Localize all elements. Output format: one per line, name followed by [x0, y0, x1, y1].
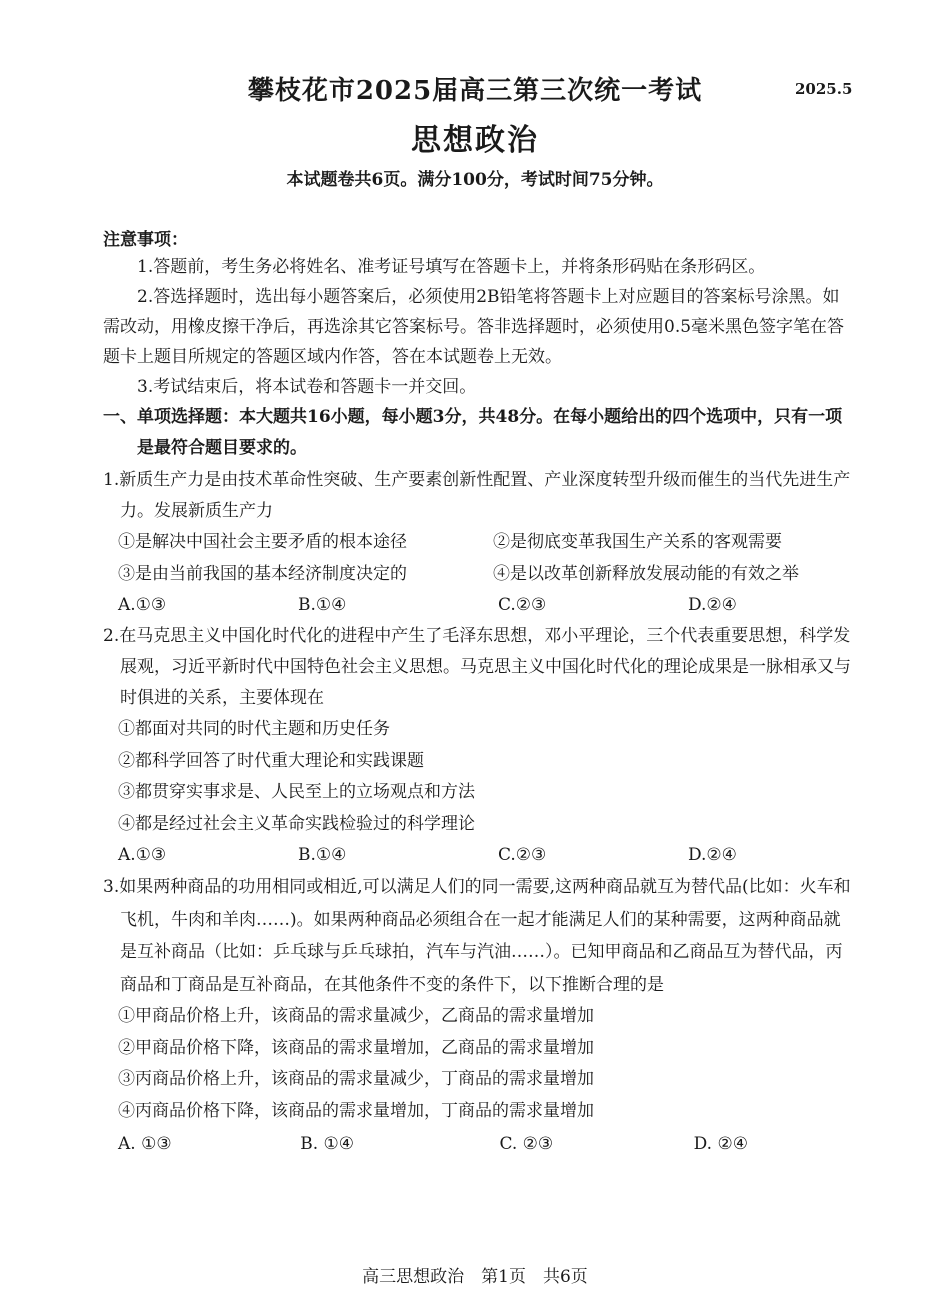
- notice-list: [103, 252, 848, 402]
- option-list: [103, 714, 853, 840]
- option-item: ②是彻底变革我国生产关系的客观需要: [493, 532, 782, 552]
- choice-c: C. ②③: [499, 1134, 554, 1154]
- choice-d: D. ②④: [693, 1134, 748, 1154]
- choice-b: B. ①④: [300, 1134, 355, 1154]
- option-item: ④都是经过社会主义革命实践检验过的科学理论: [118, 813, 475, 834]
- question-stem: 2.在马克思主义中国化时代化的进程中产生了毛泽东思想，邓小平理论，三个代表重要思想，科学发展观，习近平新时代中国特色社会主义思想。马克思主义中国化时代化的理论成果是一脉相承又与时俱进的关系，主要体现在: [103, 626, 851, 708]
- notice-item: 2.答选择题时，选出每小题答案后，必须使用2B铅笔将答题卡上对应题目的答案标号涂黑。如需改动，用橡皮擦干净后，再选涂其它答案标号。答非选择题时，必须使用0.5毫米黑色签字笔在答题卡上题目所规定的答题区域内作答，答在本试题卷上无效。: [103, 287, 845, 367]
- question-stem: 1.新质生产力是由技术革命性突破、生产要素创新性配置、产业深度转型升级而催生的当代先进生产力。发展新质生产力: [103, 470, 851, 521]
- option-list: [103, 1001, 853, 1127]
- option-item: ④是以改革创新释放发展动能的有效之举: [493, 563, 799, 584]
- subject-title: 思想政治: [411, 123, 539, 158]
- option-item: ①都面对共同的时代主题和历史任务: [118, 719, 390, 739]
- notice-item: 3.考试结束后，将本试卷和答题卡一并交回。: [137, 377, 477, 397]
- choice-a: A.①③: [118, 595, 167, 615]
- question-1: [103, 465, 853, 621]
- exam-date: 2025.5: [795, 80, 853, 98]
- answer-choices: [103, 1129, 853, 1160]
- answer-choices: [103, 590, 853, 621]
- option-list: [103, 527, 853, 590]
- choice-b: B.①④: [298, 845, 347, 865]
- option-item: ③都贯穿实事求是、人民至上的立场观点和方法: [118, 782, 475, 802]
- choice-b: B.①④: [298, 595, 347, 615]
- choice-c: C.②③: [498, 845, 547, 865]
- option-item: ①是解决中国社会主要矛盾的根本途径: [118, 532, 407, 552]
- option-item: ②甲商品价格下降，该商品的需求量增加，乙商品的需求量增加: [118, 1037, 594, 1058]
- question-stem: 3.如果两种商品的功用相同或相近,可以满足人们的同一需要,这两种商品就互为替代品(比如：火车和飞机，牛肉和羊肉……)。如果两种商品必须组合在一起才能满足人们的某种需要，这两种商品就是互补商品（比如：乒乓球与乒乓球拍，汽车与汽油……）。已知甲商品和乙商品互为替代品，丙商品和丁商品是互补商品，在其他条件不变的条件下，以下推断合理的是: [103, 877, 851, 995]
- question-3: [103, 871, 853, 1160]
- option-item: ③丙商品价格上升，该商品的需求量减少，丁商品的需求量增加: [118, 1069, 594, 1089]
- choice-d: D.②④: [688, 845, 737, 865]
- answer-choices: [103, 840, 853, 871]
- choice-a: A. ①③: [118, 1134, 172, 1154]
- option-item: ③是由当前我国的基本经济制度决定的: [118, 563, 407, 584]
- question-2: [103, 621, 853, 871]
- option-item: ①甲商品价格上升，该商品的需求量减少，乙商品的需求量增加: [118, 1006, 594, 1026]
- question-list: [103, 465, 853, 1160]
- choice-c: C.②③: [498, 595, 547, 615]
- option-item: ④丙商品价格下降，该商品的需求量增加，丁商品的需求量增加: [118, 1100, 594, 1121]
- exam-intro: 本试题卷共6页。满分100分，考试时间75分钟。: [286, 170, 664, 190]
- option-item: ②都科学回答了时代重大理论和实践课题: [118, 750, 424, 771]
- choice-d: D.②④: [688, 595, 737, 615]
- page-footer: 高三思想政治 第1页 共6页: [362, 1267, 588, 1287]
- notice-item: 1.答题前，考生务必将姓名、准考证号填写在答题卡上，并将条形码贴在条形码区。: [137, 257, 766, 277]
- exam-title: 攀枝花市2025届高三第三次统一考试: [247, 76, 703, 106]
- section-heading: 一、单项选择题：本大题共16小题，每小题3分，共48分。在每小题给出的四个选项中，只有一项是最符合题目要求的。: [103, 407, 843, 458]
- choice-a: A.①③: [118, 845, 167, 865]
- notice-title: 注意事项：: [103, 230, 188, 250]
